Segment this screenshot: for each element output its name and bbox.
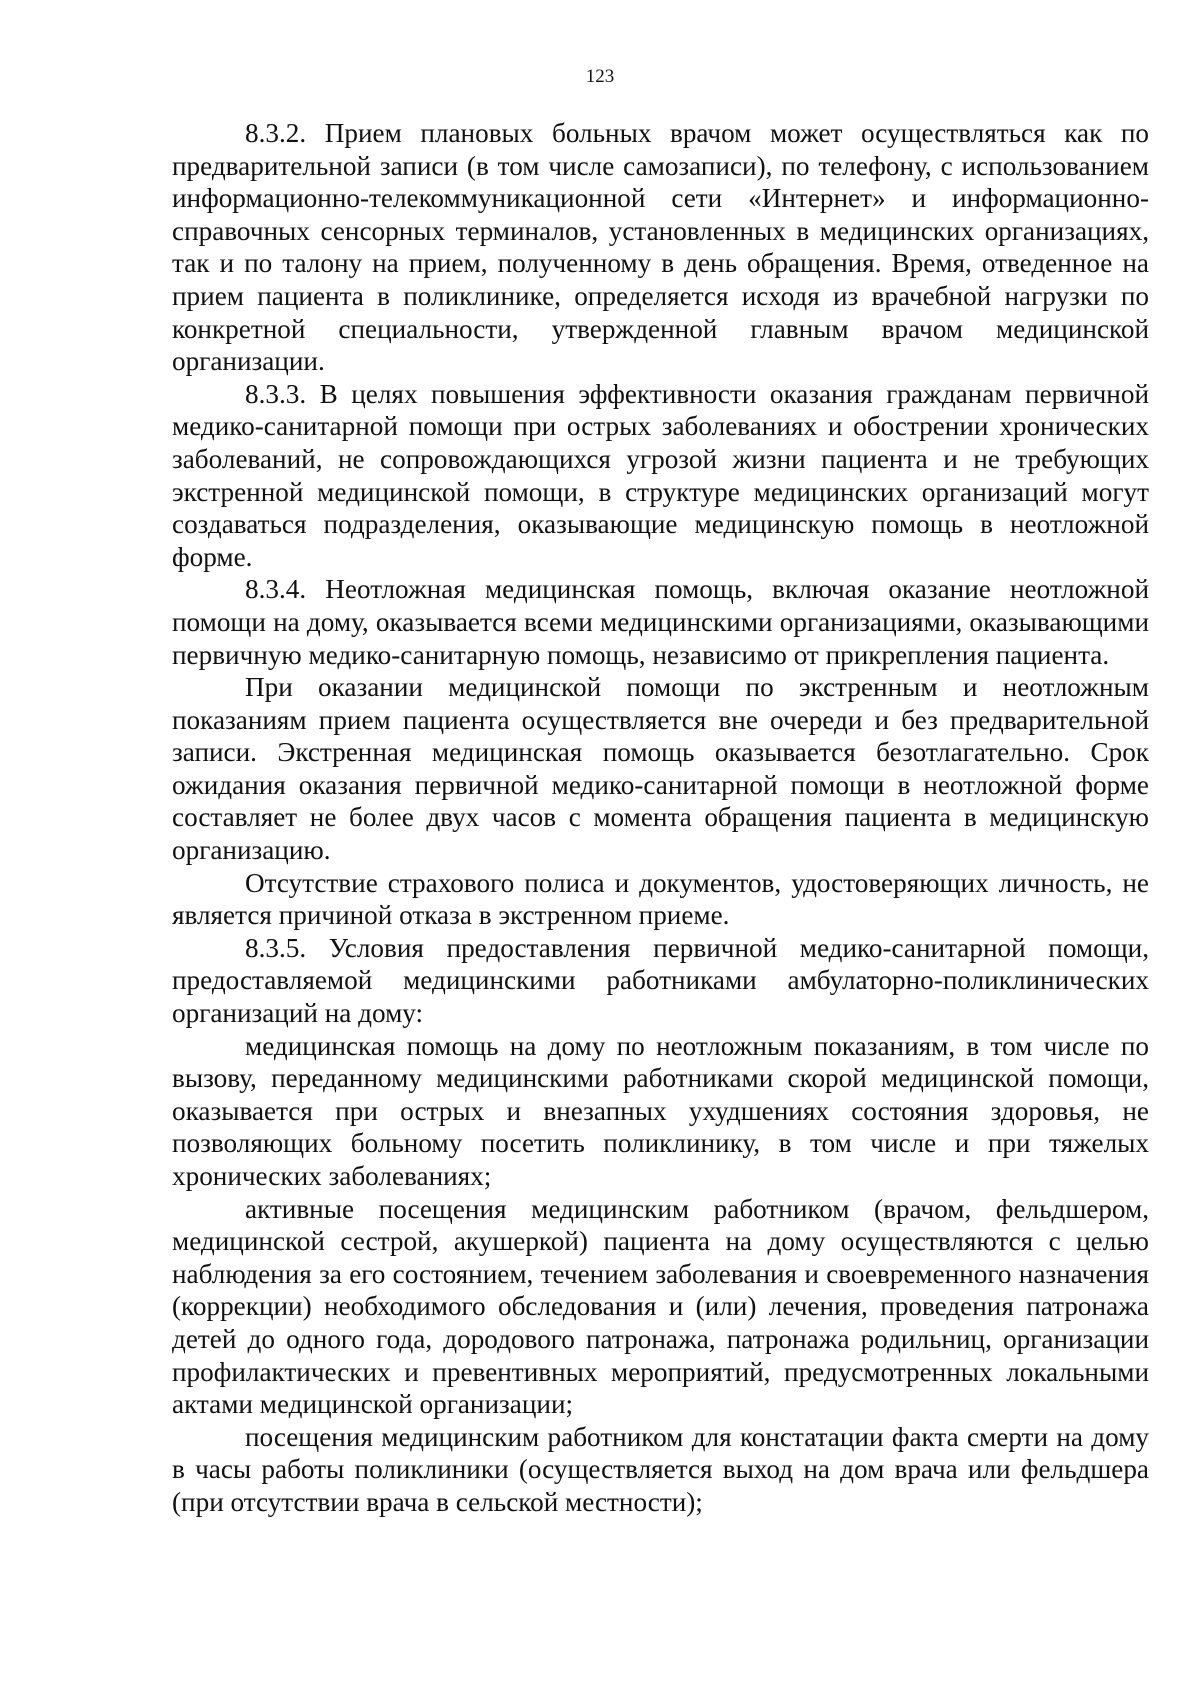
paragraph-no-insurance-policy: Отсутствие страхового полиса и документов, удостоверяющих личность, не является причиной отказа в экстренном приеме. — [172, 867, 1149, 931]
paragraph-8-3-3: 8.3.3. В целях повышения эффективности оказания гражданам первичной медико-санитарной помощи при острых заболеваниях и обострении хронических заболеваний, не сопровождающихся угрозой жизни пациента и не требующих экстренной медицинской помощи, в структуре медицинских организаций могут создаваться подразделения, оказывающие медицинскую помощь в неотложной форме. — [172, 378, 1149, 572]
page-number: 123 — [585, 66, 615, 87]
paragraph-8-3-5: 8.3.5. Условия предоставления первичной медико-санитарной помощи, предоставляемой медицинскими работниками амбулаторно-поликлинических организаций на дому: — [172, 932, 1149, 1029]
paragraph-emergency-admission: При оказании медицинской помощи по экстренным и неотложным показаниям прием пациента осуществляется вне очереди и без предварительной записи. Экстренная медицинская помощь оказывается безотлагательно. Срок ожидания оказания первичной медико-санитарной помощи в неотложной форме составляет не более двух часов с момента обращения пациента в медицинскую организацию. — [172, 672, 1149, 866]
paragraph-death-confirmation-visits: посещения медицинским работником для констатации факта смерти на дому в часы работы поликлиники (осуществляется выход на дом врача или фельдшера (при отсутствии врача в сельской местности); — [172, 1421, 1149, 1517]
paragraph-home-urgent-care: медицинская помощь на дому по неотложным показаниям, в том числе по вызову, переданному медицинскими работниками скорой медицинской помощи, оказывается при острых и внезапных ухудшениях состояния здоровья, не позволяющих больному посетить поликлинику, в том числе и при тяжелых хронических заболеваниях; — [172, 1030, 1149, 1191]
paragraph-8-3-2: 8.3.2. Прием плановых больных врачом может осуществляться как по предварительной записи (в том числе самозаписи), по телефону, с использованием информационно-телекоммуникационной сети «Интернет» и информационно-справочных сенсорных терминалов, установленных в медицинских организациях, так и по талону на прием, полученному в день обращения. Время, отведенное на прием пациента в поликлинике, определяется исходя из врачебной нагрузки по конкретной специальности, утвержденной главным врачом медицинской организации. — [172, 118, 1149, 377]
document-body — [172, 117, 1149, 1519]
paragraph-8-3-4: 8.3.4. Неотложная медицинская помощь, включая оказание неотложной помощи на дому, оказывается всеми медицинскими организациями, оказывающими первичную медико-санитарную помощь, независимо от прикрепления пациента. — [172, 574, 1149, 670]
paragraph-active-home-visits: активные посещения медицинским работником (врачом, фельдшером, медицинской сестрой, акушеркой) пациента на дому осуществляются с целью наблюдения за его состоянием, течением заболевания и своевременного назначения (коррекции) необходимого обследования и (или) лечения, проведения патронажа детей до одного года, дородового патронажа, патронажа родильниц, организации профилактических и превентивных мероприятий, предусмотренных локальными актами медицинской организации; — [172, 1193, 1149, 1420]
